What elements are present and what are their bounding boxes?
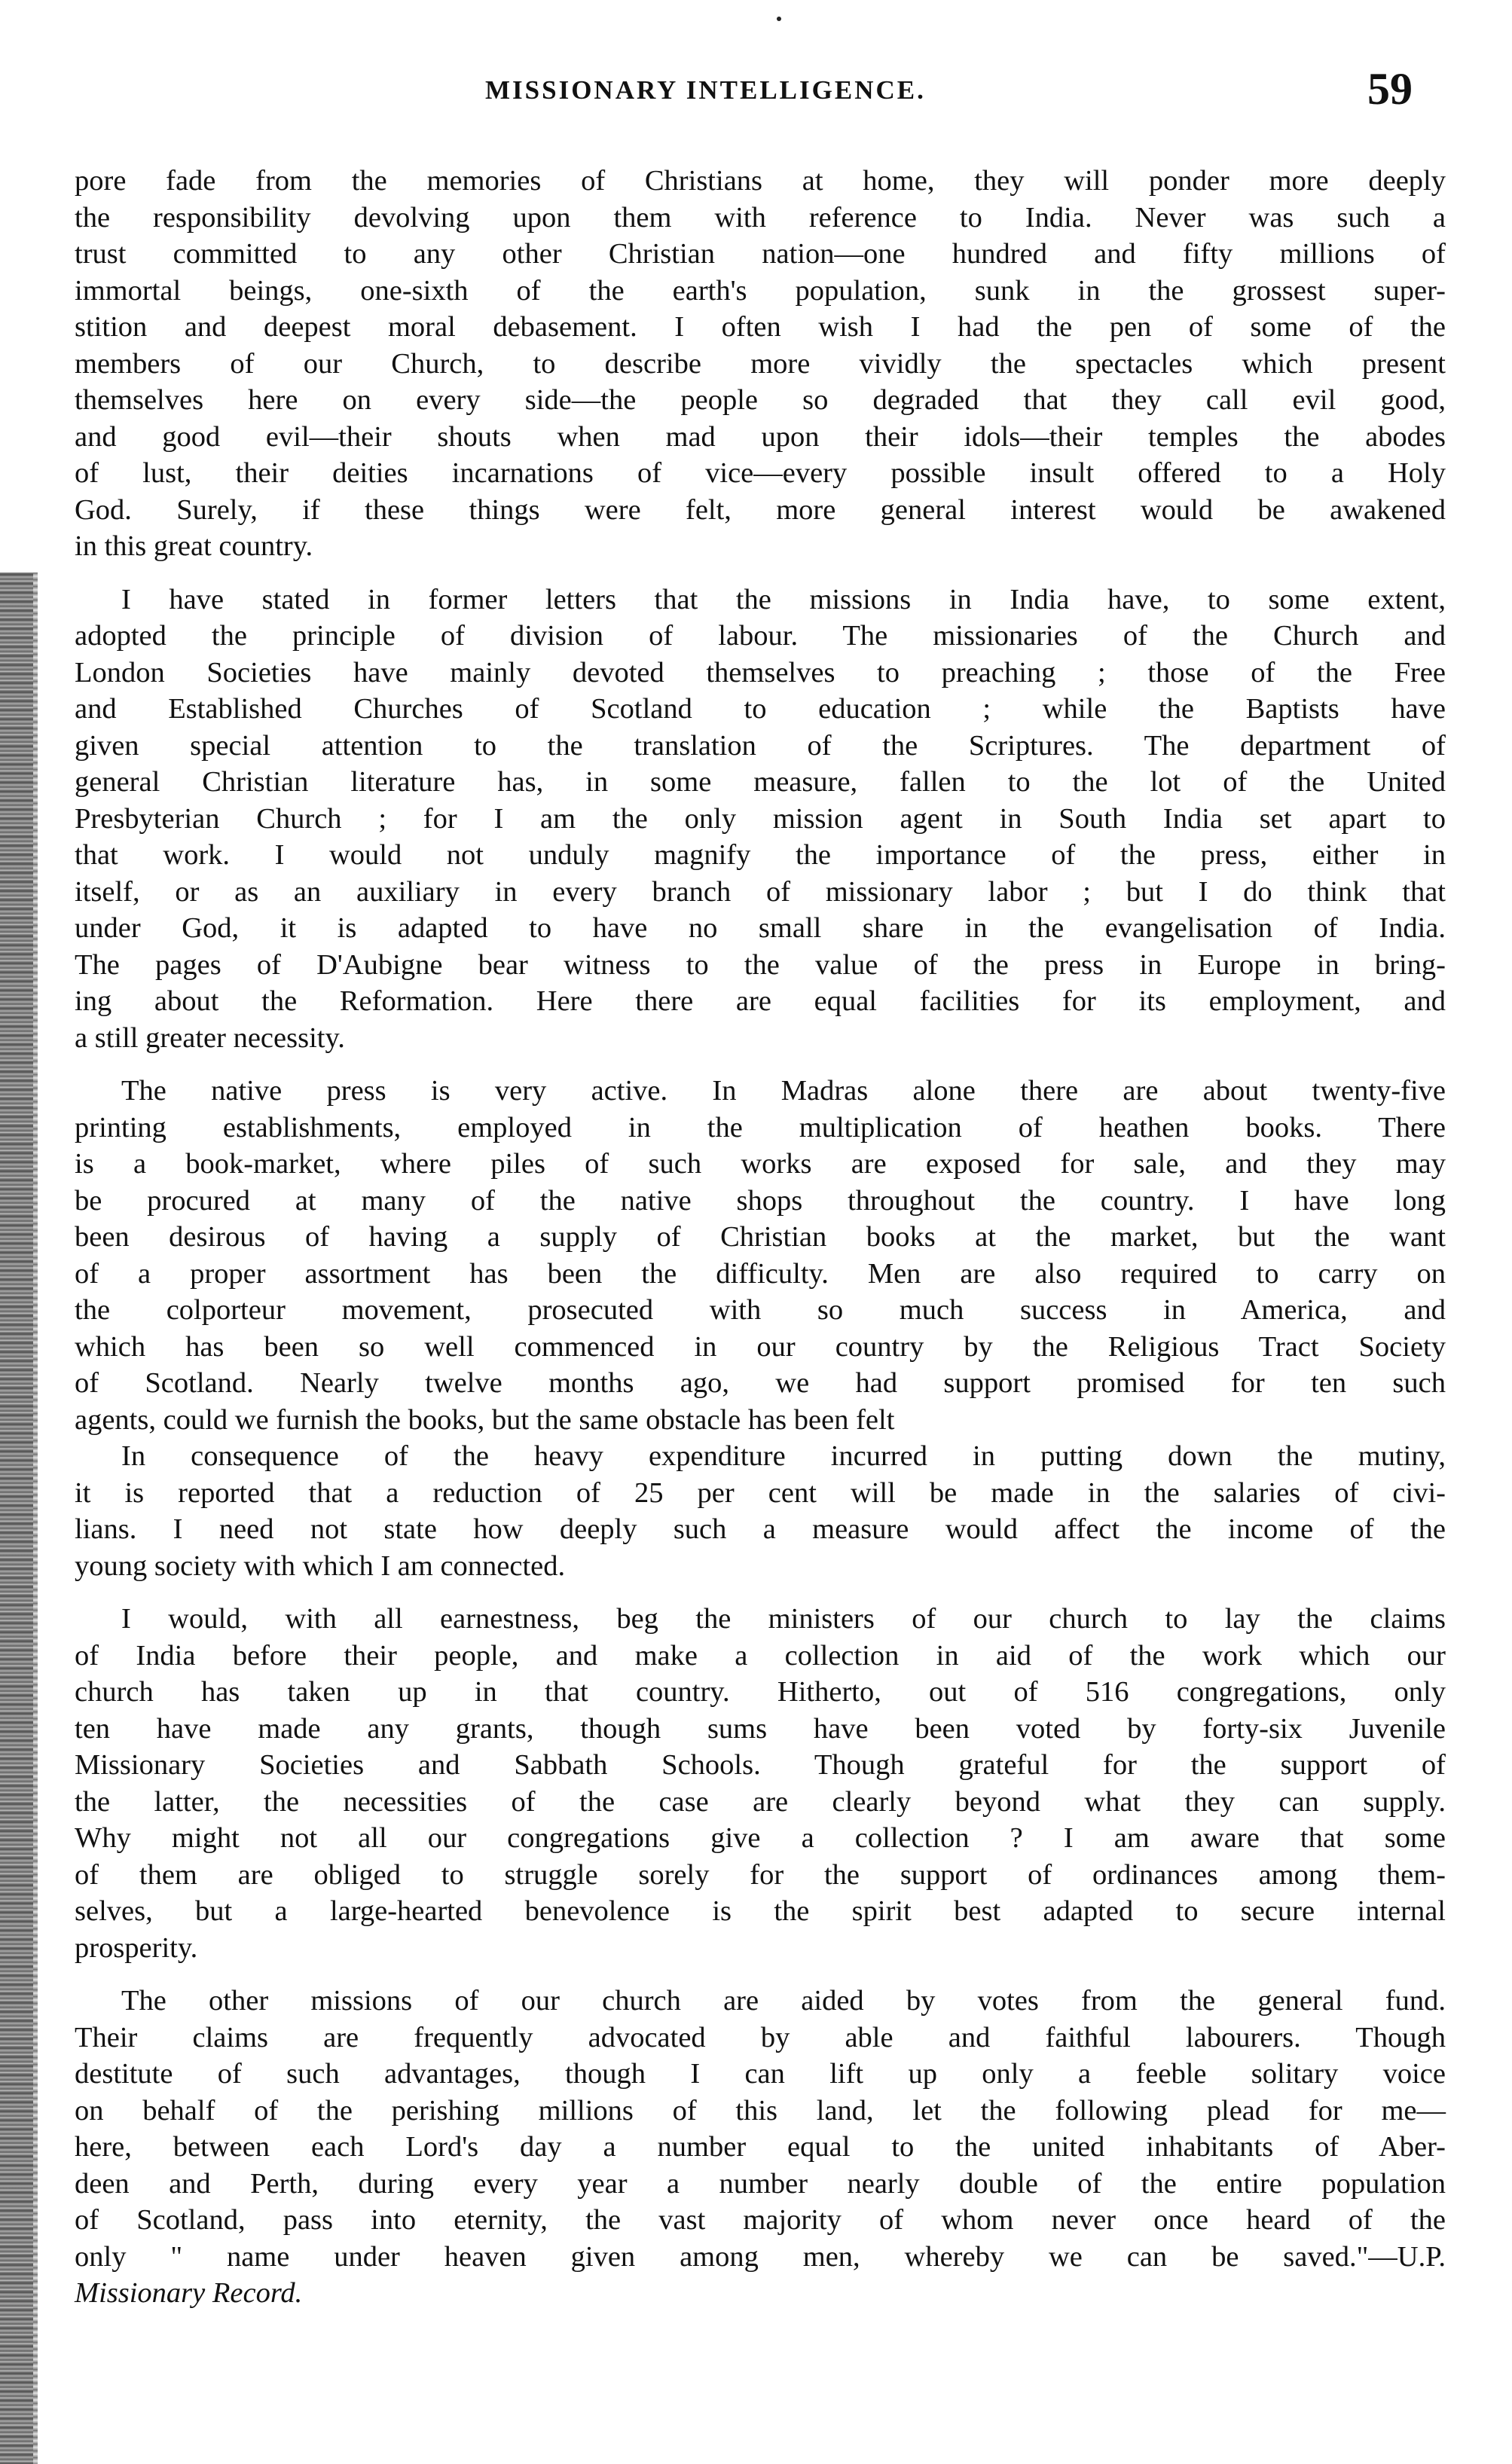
text-line: I would, with all earnestness, beg the ministers of our church to lay the claims: [121, 1603, 1446, 1635]
text-line: Why might not all our congregations give a collection ? I am aware that some: [75, 1822, 1446, 1854]
text-line: of a proper assortment has been the difficulty. Men are also required to carry on: [75, 1257, 1446, 1290]
text-line: prosperity.: [75, 1931, 198, 1964]
text-line: destitute of such advantages, though I can lift up only a feeble solitary voice: [75, 2058, 1446, 2090]
paragraph: [75, 1073, 1446, 1438]
text-line: adopted the principle of division of labour. The missionaries of the Church and: [75, 620, 1446, 652]
text-line: agents, could we furnish the books, but the same obstacle has been felt: [75, 1403, 895, 1436]
text-line: church has taken up in that country. Hitherto, out of 516 congregations, only: [75, 1676, 1446, 1708]
text-line: the latter, the necessities of the case are clearly beyond what they can supply.: [75, 1785, 1446, 1818]
text-line: pore fade from the memories of Christians at home, they will ponder more deeply: [75, 165, 1446, 197]
text-line: God. Surely, if these things were felt, more general interest would be awakened: [75, 493, 1446, 526]
ink-speck: [777, 17, 781, 21]
text-line: of Scotland. Nearly twelve months ago, we had support promised for ten such: [75, 1367, 1446, 1399]
text-line: only " name under heaven given among men, whereby we can be saved."—U.P.: [75, 2240, 1446, 2273]
text-line: which has been so well commenced in our country by the Religious Tract Society: [75, 1330, 1446, 1363]
text-line: lians. I need not state how deeply such a measure would affect the income of the: [75, 1513, 1446, 1545]
scanned-binding-edge: [0, 572, 35, 2464]
text-line: The native press is very active. In Madras alone there are about twenty-five: [121, 1075, 1446, 1107]
text-line: members of our Church, to describe more vividly the spectacles which present: [75, 347, 1446, 380]
text-line: The pages of D'Aubigne bear witness to the value of the press in Europe in bring-: [75, 948, 1446, 981]
text-line: that work. I would not unduly magnify the importance of the press, either in: [75, 839, 1446, 871]
text-line: given special attention to the translation of the Scriptures. The department of: [75, 729, 1446, 762]
text-line: general Christian literature has, in some measure, fallen to the lot of the United: [75, 766, 1446, 798]
text-line: I have stated in former letters that the missions in India have, to some extent,: [121, 583, 1446, 615]
text-line: Their claims are frequently advocated by able and faithful labourers. Though: [75, 2021, 1446, 2053]
text-line: be procured at many of the native shops throughout the country. I have long: [75, 1184, 1446, 1217]
text-line: deen and Perth, during every year a number nearly double of the entire population: [75, 2167, 1446, 2200]
text-line: and good evil—their shouts when mad upon their idols—their temples the abodes: [75, 420, 1446, 453]
text-line: of them are obliged to struggle sorely for the support of ordinances among them-: [75, 1858, 1446, 1891]
text-line: under God, it is adapted to have no small share in the evangelisation of India.: [75, 912, 1446, 944]
text-line: on behalf of the perishing millions of this land, let the following plead for me—: [75, 2094, 1446, 2127]
page-number: 59: [1367, 64, 1413, 114]
text-line: themselves here on every side—the people so degraded that they call evil good,: [75, 384, 1446, 416]
article-body: [75, 163, 1446, 2328]
paragraph: [75, 1601, 1446, 1966]
text-line: young society with which I am connected.: [75, 1550, 566, 1582]
text-line: immortal beings, one-sixth of the earth's population, sunk in the grossest super-: [75, 274, 1446, 307]
text-line: it is reported that a reduction of 25 per cent will be made in the salaries of civi-: [75, 1476, 1446, 1509]
text-line: here, between each Lord's day a number equal to the united inhabitants of Aber-: [75, 2131, 1446, 2163]
text-line: trust committed to any other Christian nation—one hundred and fifty millions of: [75, 238, 1446, 270]
paragraph: [75, 1983, 1446, 2312]
text-line: and Established Churches of Scotland to education ; while the Baptists have: [75, 693, 1446, 725]
text-line: of lust, their deities incarnations of vice—every possible insult offered to a Holy: [75, 457, 1446, 489]
text-line: the colporteur movement, prosecuted with so much success in America, and: [75, 1294, 1446, 1326]
paragraph: [75, 1438, 1446, 1584]
text-line: selves, but a large-hearted benevolence is the spirit best adapted to secure internal: [75, 1895, 1446, 1927]
text-line: of India before their people, and make a collection in aid of the work which our: [75, 1639, 1446, 1672]
text-line: ing about the Reformation. Here there are equal facilities for its employment, and: [75, 985, 1446, 1017]
running-title: MISSIONARY INTELLIGENCE.: [485, 75, 926, 105]
text-line: of Scotland, pass into eternity, the vast majority of whom never once heard of the: [75, 2204, 1446, 2236]
text-line: London Societies have mainly devoted themselves to preaching ; those of the Free: [75, 656, 1446, 689]
text-line: printing establishments, employed in the multiplication of heathen books. There: [75, 1111, 1446, 1143]
text-line: ten have made any grants, though sums have been voted by forty-six Juvenile: [75, 1712, 1446, 1745]
source-attribution: Missionary Record.: [75, 2277, 303, 2309]
text-line: in this great country.: [75, 530, 313, 562]
running-header: [0, 64, 1512, 114]
text-line: is a book-market, where piles of such works are exposed for sale, and they may: [75, 1148, 1446, 1180]
text-line: In consequence of the heavy expenditure incurred in putting down the mutiny,: [121, 1440, 1446, 1472]
text-line: been desirous of having a supply of Christian books at the market, but the want: [75, 1221, 1446, 1253]
paragraph: [75, 163, 1446, 565]
text-line: the responsibility devolving upon them with reference to India. Never was such a: [75, 201, 1446, 234]
text-line: Presbyterian Church ; for I am the only mission agent in South India set apart to: [75, 802, 1446, 835]
paragraph: [75, 582, 1446, 1057]
text-line: itself, or as an auxiliary in every branch of missionary labor ; but I do think that: [75, 875, 1446, 908]
text-line: stition and deepest moral debasement. I often wish I had the pen of some of the: [75, 311, 1446, 343]
text-line: Missionary Societies and Sabbath Schools. Though grateful for the support of: [75, 1749, 1446, 1781]
text-line: The other missions of our church are aided by votes from the general fund.: [121, 1985, 1446, 2017]
text-line: a still greater necessity.: [75, 1021, 345, 1054]
